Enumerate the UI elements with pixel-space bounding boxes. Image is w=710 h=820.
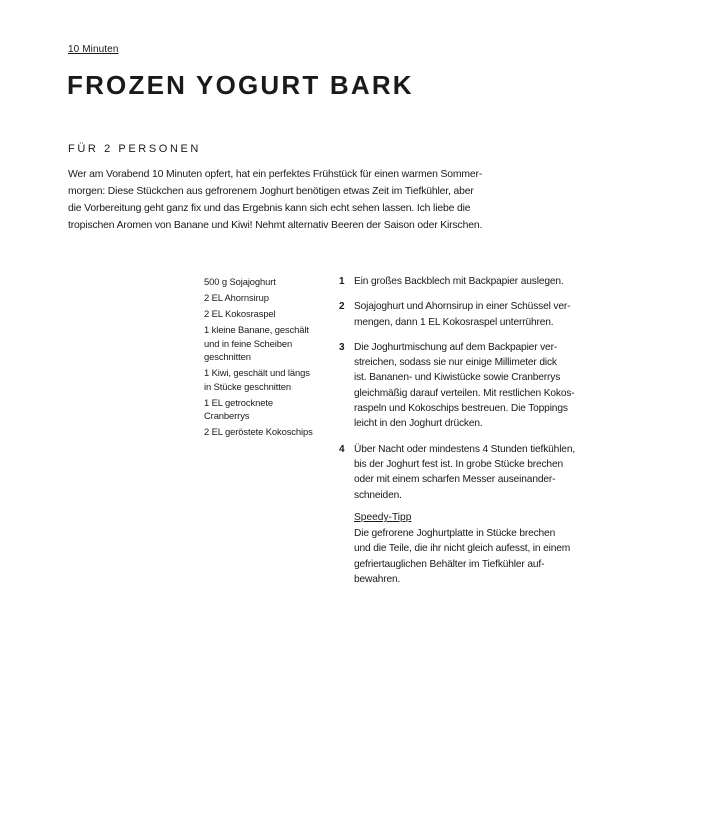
step-line: Über Nacht oder mindestens 4 Stunden tiefkühlen, <box>354 443 576 455</box>
step-line: streichen, sodass sie nur einige Millimeter dick <box>354 357 557 369</box>
step-text <box>354 442 575 503</box>
intro-line: die Vorbereitung geht ganz fix und das Ergebnis kann sich echt sehen lassen. Ich liebe die <box>68 203 471 214</box>
step-number: 4 <box>339 443 345 455</box>
ingredient-line: Cranberrys <box>204 410 250 421</box>
prep-time: 10 Minuten <box>68 44 119 55</box>
intro-line: morgen: Diese Stückchen aus gefrorenem Joghurt benötigen etwas Zeit im Tiefkühler, aber <box>68 186 474 197</box>
intro-line: tropischen Aromen von Banane und Kiwi! Nehmt alternativ Beeren der Saison oder Kirschen. <box>68 220 483 231</box>
ingredient-line: 1 kleine Banane, geschält <box>204 324 309 335</box>
ingredient-item <box>204 323 329 364</box>
step-line: leicht in den Joghurt drücken. <box>354 418 483 430</box>
tip-title: Speedy-Tipp <box>354 512 412 523</box>
step-line: Die Joghurtmischung auf dem Backpapier ver- <box>354 341 558 353</box>
intro-line: Wer am Vorabend 10 Minuten opfert, hat ein perfektes Frühstück für einen warmen Sommer- <box>68 169 483 180</box>
ingredient-line: 2 EL geröstete Kokoschips <box>204 426 313 437</box>
step-line: oder mit einem scharfen Messer auseinander- <box>354 474 556 486</box>
speedy-tip <box>354 510 594 587</box>
step-line: Ein großes Backblech mit Backpapier auslegen. <box>354 276 564 287</box>
step-line: bis der Joghurt fest ist. In grobe Stücke brechen <box>354 458 563 470</box>
servings-heading: FÜR 2 PERSONEN <box>68 143 201 155</box>
tip-text <box>354 526 594 587</box>
ingredient-item <box>204 307 329 321</box>
tip-line: Die gefrorene Joghurtplatte in Stücke brechen <box>354 528 556 539</box>
ingredient-item <box>204 396 329 423</box>
step-line: ist. Bananen- und Kiwistücke sowie Cranberrys <box>354 372 561 384</box>
step-list <box>339 274 599 513</box>
ingredient-line: geschnitten <box>204 351 251 362</box>
step-number: 2 <box>339 301 345 313</box>
ingredient-item <box>204 366 329 393</box>
ingredient-line: 1 EL getrocknete <box>204 396 273 408</box>
ingredient-line: 1 Kiwi, geschält und längs <box>204 367 310 378</box>
step-text <box>354 274 564 289</box>
step-line: mengen, dann 1 EL Kokosraspel unterrühren. <box>354 316 554 328</box>
recipe-title: FROZEN YOGURT BARK <box>67 70 414 100</box>
ingredient-line: 2 EL Ahornsirup <box>204 292 269 303</box>
ingredient-list <box>204 275 329 441</box>
ingredient-item <box>204 291 329 305</box>
step-line: Sojajoghurt und Ahornsirup in einer Schüssel ver- <box>354 301 571 313</box>
tip-line: und die Teile, die ihr nicht gleich aufesst, in einem <box>354 543 571 555</box>
step-line: gleichmäßig darauf verteilen. Mit restlichen Kokos- <box>354 387 575 399</box>
ingredient-line: 500 g Sojajoghurt <box>204 276 276 287</box>
step-number: 3 <box>339 341 345 353</box>
intro-paragraph <box>68 166 493 234</box>
step-line: raspeln und Kokoschips bestreuen. Die Toppings <box>354 403 568 415</box>
ingredient-line: 2 EL Kokosraspel <box>204 308 276 319</box>
step-item <box>339 340 599 432</box>
step-text <box>354 299 570 330</box>
step-item <box>339 299 599 330</box>
step-item <box>339 442 599 503</box>
ingredient-line: und in feine Scheiben <box>204 337 293 349</box>
ingredient-item <box>204 275 329 289</box>
step-number: 1 <box>339 276 345 287</box>
step-item <box>339 274 599 289</box>
ingredient-line: in Stücke geschnitten <box>204 380 292 392</box>
ingredient-item <box>204 425 329 439</box>
step-line: schneiden. <box>354 489 402 501</box>
tip-line: gefriertauglichen Behälter im Tiefkühler auf- <box>354 558 545 570</box>
step-text <box>354 340 575 432</box>
tip-line: bewahren. <box>354 573 401 585</box>
